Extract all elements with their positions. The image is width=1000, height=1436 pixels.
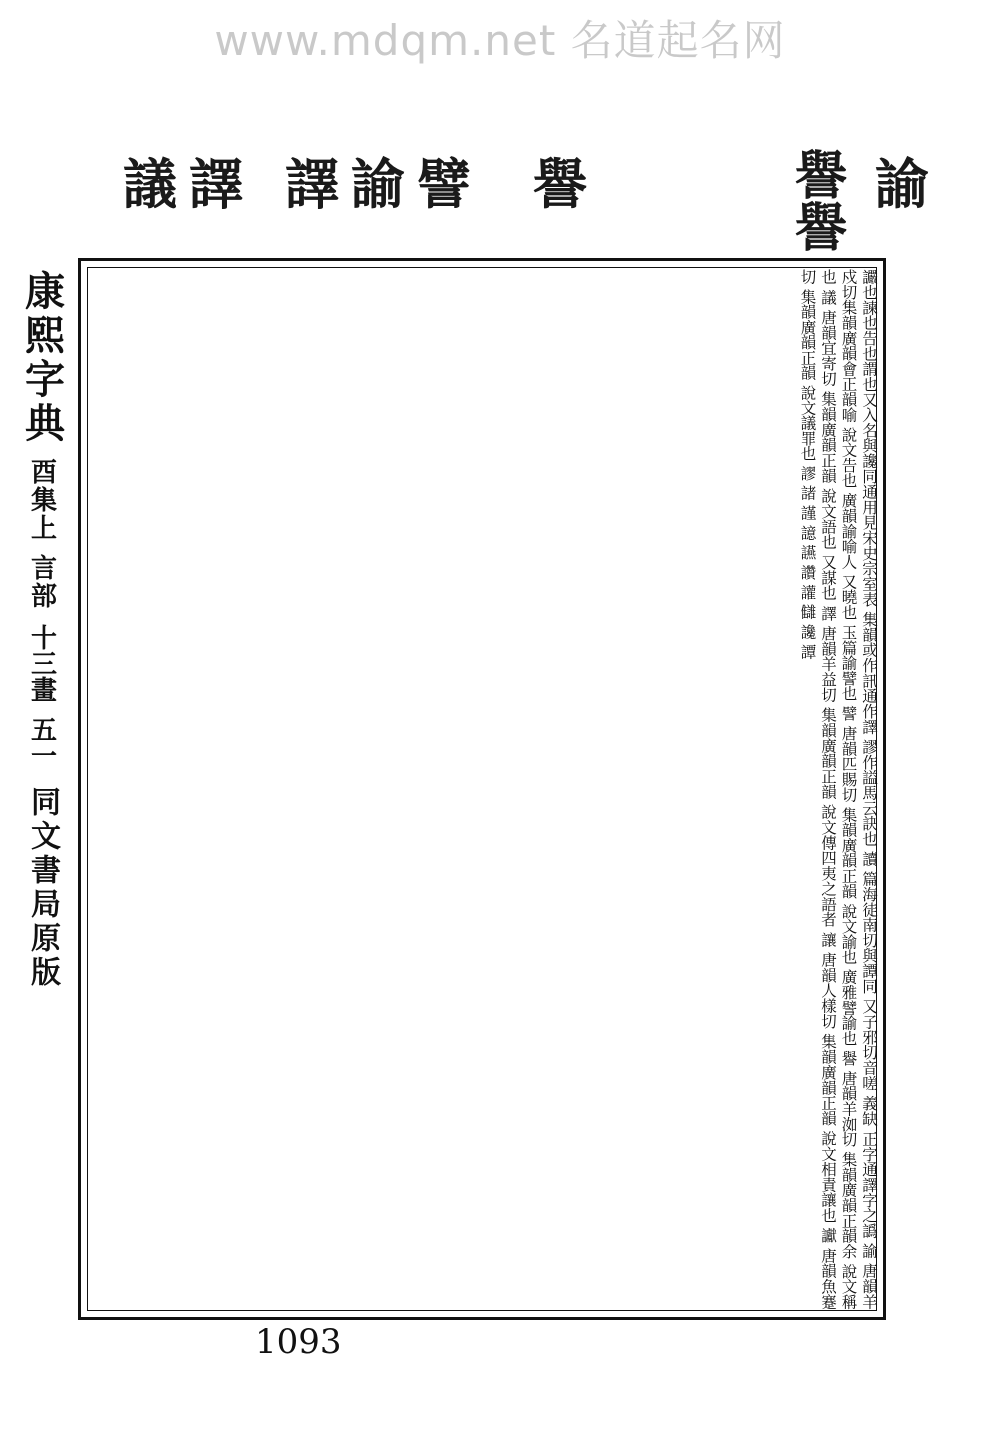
- text-frame: [78, 258, 886, 1320]
- stroke-count-label: 十三畫: [26, 624, 57, 702]
- page-index: 五一: [26, 716, 57, 768]
- book-title: 康熙字典: [18, 270, 66, 446]
- side-margin: [14, 270, 70, 1320]
- radical-label: 言部: [26, 554, 57, 610]
- seal-char: 諭: [875, 151, 929, 216]
- seal-char: 譽譽: [785, 148, 847, 252]
- seal-char: 諭: [351, 151, 405, 216]
- seal-char: 議: [123, 151, 177, 216]
- seal-char: 譽: [533, 151, 587, 216]
- folio-number: 1093: [255, 1322, 342, 1362]
- seal-char: 譬: [417, 151, 471, 216]
- seal-headings: [120, 130, 932, 250]
- seal-char: 譯: [189, 151, 243, 216]
- publisher-label: 同文書局原版: [25, 786, 60, 990]
- dictionary-entries: 讝也諫也告也謂也又入名與讒同通用見宋史宗室表 集韻或作訊通作譯 謬作謚馬云訣也 讀 篇海徒南切與譚同 又子邪切音嗟 義缺 正字通譯字之譌 諭 唐韻羊戍切集韻廣韻會正韻喻 說文告也 廣韻諭喻人 又曉也 玉篇諭譬也 譬 唐韻匹賜切 集韻廣韻正韻 說文諭也 廣雅譬諭也 譽 唐韻羊洳切 集韻廣韻正韻余 說文稱也 議 唐韻宜寄切 集韻廣韻正韻 說文語也 又謀也 譯 唐韻羊益切 集韻廣韻正韻 說文傳四夷之語者 讓 唐韻人樣切 集韻廣韻正韻 說文相責讓也 讞 唐韻魚蹇切 集韻廣韻正韻 說文議罪也 謬 諸 謹 譩 讌 讚 讙 讎 讒 譚: [798, 269, 878, 1309]
- watermark: www.mdqm.net 名道起名网: [214, 16, 786, 65]
- seal-char: 譯: [285, 151, 339, 216]
- collection-label: 酉集上: [26, 458, 57, 542]
